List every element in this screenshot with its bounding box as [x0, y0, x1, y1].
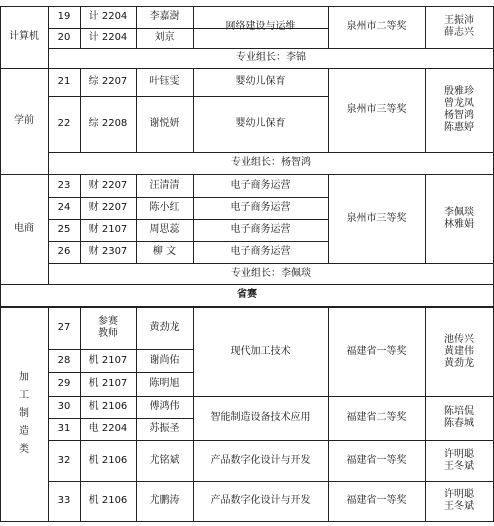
category-cell: 电商: [14, 223, 34, 234]
number-cell: 26: [57, 246, 71, 257]
category-char: 造: [19, 426, 29, 437]
category-char: 工: [19, 390, 29, 401]
section-title: 省赛: [237, 289, 257, 300]
award-cell: 福建省一等奖: [346, 345, 407, 357]
category-char: 类: [19, 444, 29, 455]
advisor-name: 陈惠婷: [444, 122, 474, 133]
student-cell: 周思蕊: [149, 224, 180, 235]
class-cell: 财 2107: [88, 224, 128, 235]
number-cell: 21: [57, 76, 71, 87]
advisor-cell: [425, 6, 493, 48]
project-cell: 产品数字化设计与开发: [210, 495, 311, 506]
class-cell: 机 2107: [88, 378, 128, 389]
class-cell: 机 2107: [88, 354, 128, 366]
award-cell: 泉州市三等奖: [346, 212, 407, 224]
category-cell: [0, 307, 48, 521]
category-cell: 计算机: [9, 31, 39, 42]
class-cell: 计 2204: [88, 32, 128, 43]
number-cell: 27: [57, 322, 71, 333]
student-cell: 谢悦妍: [149, 118, 180, 129]
project-cell: 电子商务运营: [230, 202, 291, 213]
advisor-cell: [425, 68, 493, 152]
student-cell: 叶钰雯: [149, 76, 180, 87]
class-cell: 财 2207: [88, 202, 128, 213]
advisor-name: 许明聪: [444, 448, 474, 460]
number-cell: 31: [57, 423, 71, 434]
class-cell: 计 2204: [88, 11, 128, 22]
advisor-name: 池传兴: [444, 333, 474, 345]
number-cell: 25: [57, 224, 71, 235]
number-cell: 29: [57, 378, 71, 389]
project-cell: 电子商务运营: [230, 179, 291, 191]
student-cell: 尤鹏涛: [149, 495, 180, 506]
advisor-name: 黄劲龙: [444, 357, 474, 369]
project-cell: 婴幼儿保育: [235, 76, 286, 87]
student-cell: 汪清清: [149, 179, 180, 191]
project-cell: 婴幼儿保育: [235, 118, 286, 129]
group-leader-row: 专业组长：李锦: [236, 52, 306, 63]
advisor-name: 陈春城: [444, 418, 474, 429]
advisor-cell: [425, 396, 493, 440]
advisor-name: 许明聪: [444, 489, 474, 500]
advisor-cell: [425, 174, 493, 263]
class-cell: 财 2307: [88, 246, 128, 257]
number-cell: 23: [57, 179, 71, 191]
project-cell: 智能制造设备技术应用: [210, 412, 311, 423]
student-cell: 傅鸿伟: [149, 401, 180, 412]
advisor-name: 曾龙凤: [444, 98, 474, 109]
number-cell: 33: [57, 495, 71, 506]
award-cell: 泉州市二等奖: [346, 21, 407, 32]
class-cell: 电 2204: [88, 423, 128, 434]
number-cell: 32: [57, 454, 71, 466]
number-cell: 28: [57, 354, 71, 366]
class-cell: 财 2207: [88, 179, 128, 191]
project-cell: 现代加工技术: [230, 345, 291, 357]
number-cell: 30: [57, 401, 71, 412]
award-cell: 福建省一等奖: [346, 495, 407, 506]
group-leader-row: 专业组长：杨智鸿: [231, 157, 311, 168]
student-cell: 谢尚佑: [149, 354, 180, 366]
category-cell: 学前: [14, 115, 34, 126]
student-cell: 黄劲龙: [149, 322, 180, 333]
student-cell: 陈明旭: [149, 378, 180, 389]
advisor-name: 黄建伟: [444, 345, 474, 357]
advisor-name: 杨智鸿: [444, 110, 474, 121]
class-cell: 机 2106: [88, 401, 128, 412]
student-cell: 刘京: [154, 32, 175, 43]
advisor-name: 王冬斌: [444, 501, 474, 512]
number-cell: 19: [57, 11, 71, 22]
student-cell: 陈小红: [149, 202, 180, 213]
award-cell: 福建省一等奖: [346, 454, 407, 466]
advisor-name: 王振沛: [444, 15, 474, 26]
advisor-name: 薛志兴: [444, 27, 474, 38]
student-cell: 尤铭斌: [149, 454, 180, 466]
student-cell: 苏振圣: [149, 423, 180, 434]
row-rule: [0, 521, 494, 522]
advisor-name: 林雅娟: [444, 218, 474, 230]
advisor-cell: [425, 307, 493, 396]
number-cell: 20: [57, 32, 71, 43]
class-cell: 机 2106: [88, 495, 128, 506]
project-cell: 产品数字化设计与开发: [210, 454, 311, 466]
advisor-cell: [425, 440, 493, 481]
award-cell: 泉州市三等奖: [346, 104, 407, 115]
class-cell: 机 2106: [88, 454, 128, 466]
advisor-name: 王冬斌: [444, 460, 474, 472]
group-leader-row: 专业组长：李佩琰: [231, 267, 311, 279]
advisor-name: 李佩琰: [444, 206, 474, 218]
class-cell: 综 2207: [88, 76, 128, 87]
project-cell: 电子商务运营: [230, 224, 291, 235]
class-cell: 参赛教师: [98, 316, 118, 339]
advisor-name: 陈培侃: [444, 406, 474, 417]
student-cell: 柳 文: [152, 246, 177, 257]
number-cell: 22: [57, 118, 71, 129]
award-cell: 福建省二等奖: [346, 412, 407, 423]
student-cell: 李嘉澍: [149, 11, 180, 22]
number-cell: 24: [57, 202, 71, 213]
category-char: 制: [19, 408, 29, 419]
project-cell: 网络建设与运维: [225, 21, 296, 32]
advisor-cell: [425, 481, 493, 521]
class-cell: 综 2208: [88, 118, 128, 129]
project-cell: 电子商务运营: [230, 246, 291, 257]
advisor-name: 殷雅珍: [444, 86, 474, 97]
category-char: 加: [19, 372, 29, 383]
